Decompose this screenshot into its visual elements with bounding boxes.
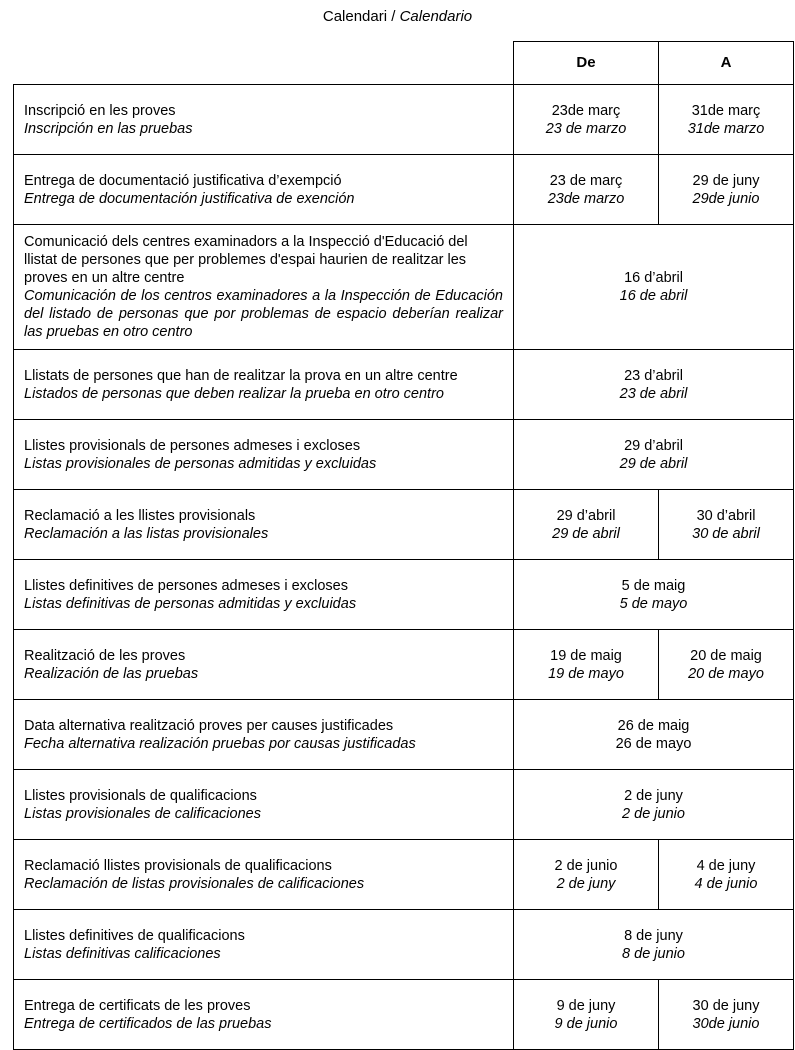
date-line-2: 2 de junio <box>622 805 685 822</box>
event-description-cell <box>14 980 514 1050</box>
event-name-catalan: Reclamació llistes provisionals de qualificacions <box>24 857 332 874</box>
table-row <box>14 420 794 490</box>
event-name-spanish: Realización de las pruebas <box>24 665 199 682</box>
event-name-catalan: Realització de les proves <box>24 647 186 664</box>
date-line-2: 19 de mayo <box>548 665 624 682</box>
date-line-1: 23de març <box>551 102 621 119</box>
date-line-1: 29 de juny <box>692 172 760 189</box>
date-line-1: 30 de juny <box>692 997 760 1014</box>
date-cell <box>659 85 794 155</box>
event-description-cell <box>14 560 514 630</box>
event-name-catalan: Reclamació a les llistes provisionals <box>24 507 256 524</box>
event-description-cell <box>14 700 514 770</box>
calendar-table-header <box>14 42 794 85</box>
event-name-catalan: Data alternativa realització proves per causes justificades <box>24 717 394 734</box>
date-line-2: 9 de junio <box>554 1015 618 1032</box>
table-row <box>14 630 794 700</box>
date-cell <box>514 700 794 770</box>
event-description-cell <box>14 840 514 910</box>
date-line-1: 19 de maig <box>550 647 622 664</box>
date-line-2: 5 de mayo <box>619 595 688 612</box>
table-row <box>14 225 794 350</box>
date-line-2: 2 de juny <box>556 875 616 892</box>
event-name-catalan: Llistats de persones que han de realitzar la prova en un altre centre <box>24 367 458 384</box>
table-row <box>14 350 794 420</box>
date-line-1: 2 de junio <box>554 857 618 874</box>
title-spanish: Calendario <box>399 8 473 25</box>
header-spacer-cell <box>14 42 514 85</box>
date-line-1: 16 d’abril <box>624 270 683 286</box>
date-line-1: 20 de maig <box>690 647 762 664</box>
header-row <box>14 42 794 85</box>
date-line-1: 2 de juny <box>624 787 683 804</box>
event-name-catalan: Llistes definitives de qualificacions <box>24 927 245 944</box>
event-name-catalan: Entrega de documentació justificativa d’exempció <box>24 172 342 189</box>
date-line-1: 29 d’abril <box>556 507 616 524</box>
event-name-spanish: Reclamación a las listas provisionales <box>24 525 269 542</box>
date-cell <box>514 420 794 490</box>
event-name-spanish: Entrega de documentación justificativa de exención <box>24 190 355 207</box>
date-cell <box>514 840 659 910</box>
event-name-catalan: Comunicació dels centres examinadors a la Inspecció d'Educació del llistat de persones que per problemes d'espai haurien de realitzar les proves en un altre centre <box>24 234 468 286</box>
event-description-cell <box>14 910 514 980</box>
date-cell <box>659 490 794 560</box>
event-name-spanish: Fecha alternativa realización pruebas por causas justificadas <box>24 735 416 752</box>
date-cell <box>514 910 794 980</box>
table-row <box>14 155 794 225</box>
date-line-1: 30 d’abril <box>696 507 756 524</box>
event-name-spanish: Inscripción en las pruebas <box>24 120 193 137</box>
event-name-spanish: Reclamación de listas provisionales de calificaciones <box>24 875 365 892</box>
date-cell <box>514 630 659 700</box>
column-header-de: De <box>514 42 659 85</box>
table-row <box>14 770 794 840</box>
date-cell <box>514 770 794 840</box>
date-line-2: 23 de marzo <box>545 120 627 137</box>
event-description-cell <box>14 85 514 155</box>
date-line-1: 31de març <box>691 102 761 119</box>
event-name-catalan: Inscripció en les proves <box>24 102 176 119</box>
date-line-2: 20 de mayo <box>688 665 764 682</box>
event-name-spanish: Listados de personas que deben realizar la prueba en otro centro <box>24 385 444 402</box>
event-name-catalan: Llistes provisionals de persones admeses i excloses <box>24 437 361 454</box>
date-cell <box>514 560 794 630</box>
date-cell <box>514 980 659 1050</box>
date-line-1: 23 d’abril <box>624 367 683 384</box>
date-line-2: 16 de abril <box>619 288 688 304</box>
date-cell <box>514 350 794 420</box>
event-description-cell <box>14 155 514 225</box>
event-name-catalan: Llistes provisionals de qualificacions <box>24 787 257 804</box>
date-cell <box>514 225 794 350</box>
date-line-2: 4 de junio <box>694 875 758 892</box>
page-title <box>0 8 795 26</box>
event-description-cell <box>14 225 514 350</box>
event-name-catalan: Entrega de certificats de les proves <box>24 997 251 1014</box>
title-separator: / <box>387 8 400 25</box>
date-line-1: 4 de juny <box>696 857 756 874</box>
date-line-2: 31de marzo <box>687 120 765 137</box>
date-line-2: 30 de abril <box>692 525 760 542</box>
column-header-a: A <box>659 42 794 85</box>
calendar-table-body <box>14 85 794 1050</box>
date-line-1: 23 de març <box>549 172 623 189</box>
event-description-cell <box>14 420 514 490</box>
table-row <box>14 700 794 770</box>
event-name-spanish: Listas definitivas de personas admitidas y excluidas <box>24 595 357 612</box>
event-description-cell <box>14 490 514 560</box>
table-row <box>14 910 794 980</box>
date-line-2: 23de marzo <box>547 190 625 207</box>
date-cell <box>514 490 659 560</box>
event-name-spanish: Entrega de certificados de las pruebas <box>24 1015 272 1032</box>
table-row <box>14 85 794 155</box>
date-line-2: 30de junio <box>692 1015 760 1032</box>
event-description-cell <box>14 770 514 840</box>
date-line-2: 29 de abril <box>552 525 620 542</box>
event-name-spanish: Listas provisionales de calificaciones <box>24 805 261 822</box>
date-cell <box>514 85 659 155</box>
date-line-1: 8 de juny <box>624 927 683 944</box>
date-line-2: 29de junio <box>692 190 760 207</box>
date-line-2: 8 de junio <box>622 945 685 962</box>
event-name-spanish: Listas provisionales de personas admitidas y excluidas <box>24 455 377 472</box>
event-name-catalan: Llistes definitives de persones admeses i excloses <box>24 577 348 594</box>
date-cell <box>659 630 794 700</box>
date-cell <box>659 980 794 1050</box>
event-description-cell <box>14 630 514 700</box>
date-cell <box>514 155 659 225</box>
title-catalan: Calendari <box>322 8 388 25</box>
table-row <box>14 840 794 910</box>
table-row <box>14 980 794 1050</box>
date-line-2: 26 de mayo <box>615 735 692 752</box>
date-line-2: 29 de abril <box>619 455 688 472</box>
date-line-2: 23 de abril <box>619 385 688 402</box>
date-line-1: 9 de juny <box>556 997 616 1014</box>
date-line-1: 26 de maig <box>617 717 690 734</box>
table-row <box>14 490 794 560</box>
date-line-1: 29 d’abril <box>624 437 683 454</box>
event-name-spanish: Comunicación de los centros examinadores a la Inspección de Educación del listado de personas que por problemas de espacio deberían realizar las pruebas en otro centro <box>24 288 503 340</box>
date-line-1: 5 de maig <box>621 577 686 594</box>
date-cell <box>659 155 794 225</box>
date-cell <box>659 840 794 910</box>
event-name-spanish: Listas definitivas calificaciones <box>24 945 221 962</box>
calendar-table <box>13 41 794 1050</box>
event-description-cell <box>14 350 514 420</box>
table-row <box>14 560 794 630</box>
